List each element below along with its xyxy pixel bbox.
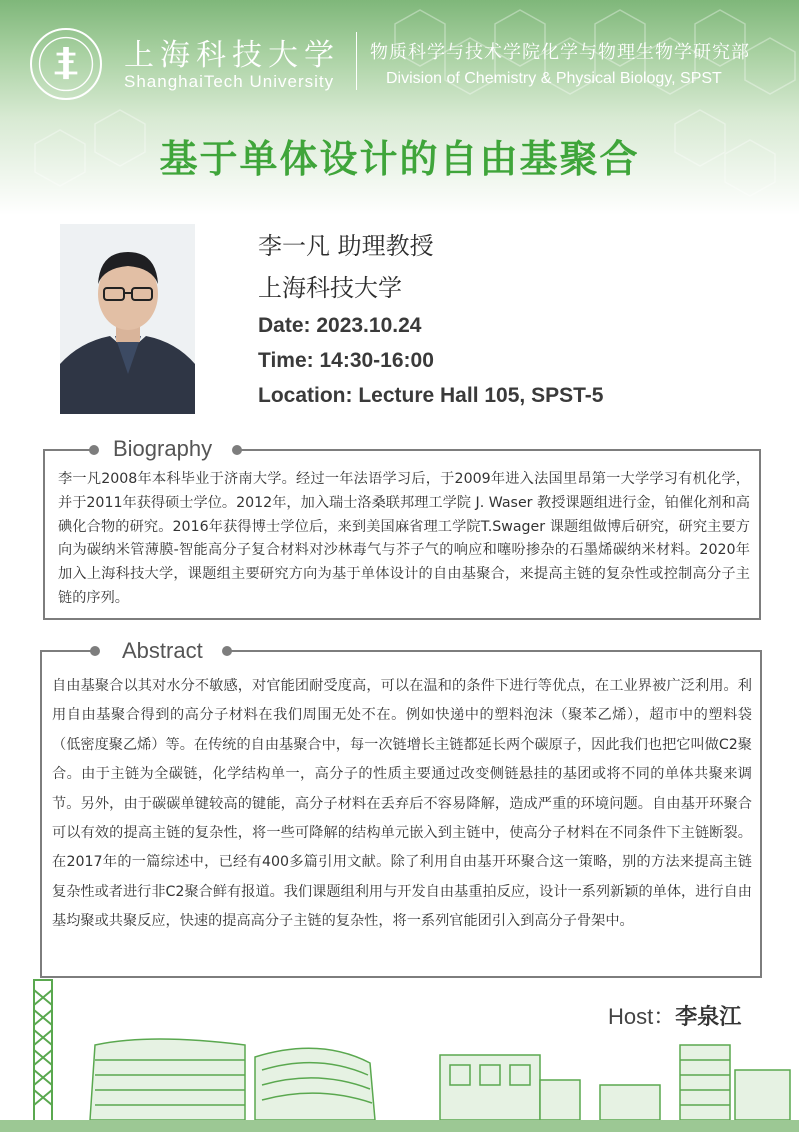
biography-dot-left: [89, 445, 99, 455]
biography-rule-right: [240, 449, 761, 451]
division-name-en: Division of Chemistry & Physical Biology, SPST: [386, 70, 722, 87]
abstract-rule-left: [40, 650, 95, 652]
header-divider: [356, 32, 357, 90]
university-name-en: ShanghaiTech University: [124, 72, 335, 91]
building-left-icon: [90, 1039, 245, 1120]
speaker-name: 李一凡 助理教授: [258, 232, 434, 260]
abstract-text: 自由基聚合以其对水分不敏感，对官能团耐受度高，可以在温和的条件下进行等优点，在工业界被广泛利用。利用自由基聚合得到的高分子材料在我们周围无处不在。例如快递中的塑料泡沫（聚苯乙烯），超市中的塑料袋（低密度聚乙烯）等。在传统的自由基聚合中，每一次链增长主链都延长两个碳原子，因此我们也把它叫做C2聚合。由于主链为全碳链，化学结构单一，高分子的性质主要通过改变侧链悬挂的基团或将不同的单体共聚来调节。另外，由于碳碳单键较高的键能，高分子材料在丢弃后不容易降解，造成严重的环境问题。自由基开环聚合可以有效的提高主链的复杂性，将一些可降解的结构单元嵌入到主链中，使高分子材料在不同条件下主链断裂。在2017年的一篇综述中，已经有400多篇引用文献。除了利用自由基开环聚合这一策略，别的方法来提高主链复杂性或者进行非C2聚合鲜有报道。我们课题组利用与开发自由基重拍反应，设计一系列新颖的单体，进行自由基均聚或共聚反应，快速的提高高分子主链的复杂性，将一系列官能团引入到高分子骨架中。: [52, 678, 752, 930]
host-name: 李泉江: [675, 1005, 742, 1030]
building-arena-icon: [255, 1048, 375, 1120]
speaker-photo: [60, 224, 195, 414]
abstract-rule-right: [230, 650, 762, 652]
speaker-affiliation: 上海科技大学: [258, 274, 402, 302]
biography-rule-left: [43, 449, 93, 451]
university-logo: [30, 28, 102, 100]
host-label: Host：: [608, 1004, 676, 1029]
event-time: Time: 14:30-16:00: [258, 349, 434, 372]
biography-heading: Biography: [113, 436, 213, 461]
event-date: Date: 2023.10.24: [258, 314, 422, 337]
talk-title: 基于单体设计的自由基聚合: [159, 137, 640, 181]
shanghaitech-logo-icon: [32, 30, 100, 98]
event-location: Location: Lecture Hall 105, SPST-5: [258, 384, 604, 407]
abstract-heading: Abstract: [122, 638, 203, 663]
building-center-icon: [440, 1055, 580, 1120]
abstract-dot-left: [90, 646, 100, 656]
university-name-cn: 上海科技大学: [124, 38, 340, 73]
speaker-portrait-image: [60, 224, 195, 414]
ground-strip: [0, 1120, 799, 1132]
tower-icon: [34, 980, 52, 1125]
campus-skyline-illustration: [0, 975, 799, 1132]
division-name-cn: 物质科学与技术学院化学与物理生物学研究部: [370, 42, 750, 63]
building-right-icon: [600, 1045, 790, 1120]
biography-text: 李一凡2008年本科毕业于济南大学。经过一年法语学习后，于2009年进入法国里昂第一大学学习有机化学，并于2011年获得硕士学位。2012年，加入瑞士洛桑联邦理工学院 J. Waser 教授课题组进行金，铂催化剂和高碘化合物的研究。2016年获得博士学位后，来到美国麻省理工学院T.Swager 课题组做博后研究，研究主要方向为碳纳米管薄膜-智能高分子复合材料对沙林毒气与芥子气的响应和噻吩掺杂的石墨烯碳纳米材料。2020年加入上海科技大学，课题组主要研究方向为基于单体设计的自由基聚合，来提高主链的复杂性或控制高分子主链的序列。: [58, 471, 750, 606]
